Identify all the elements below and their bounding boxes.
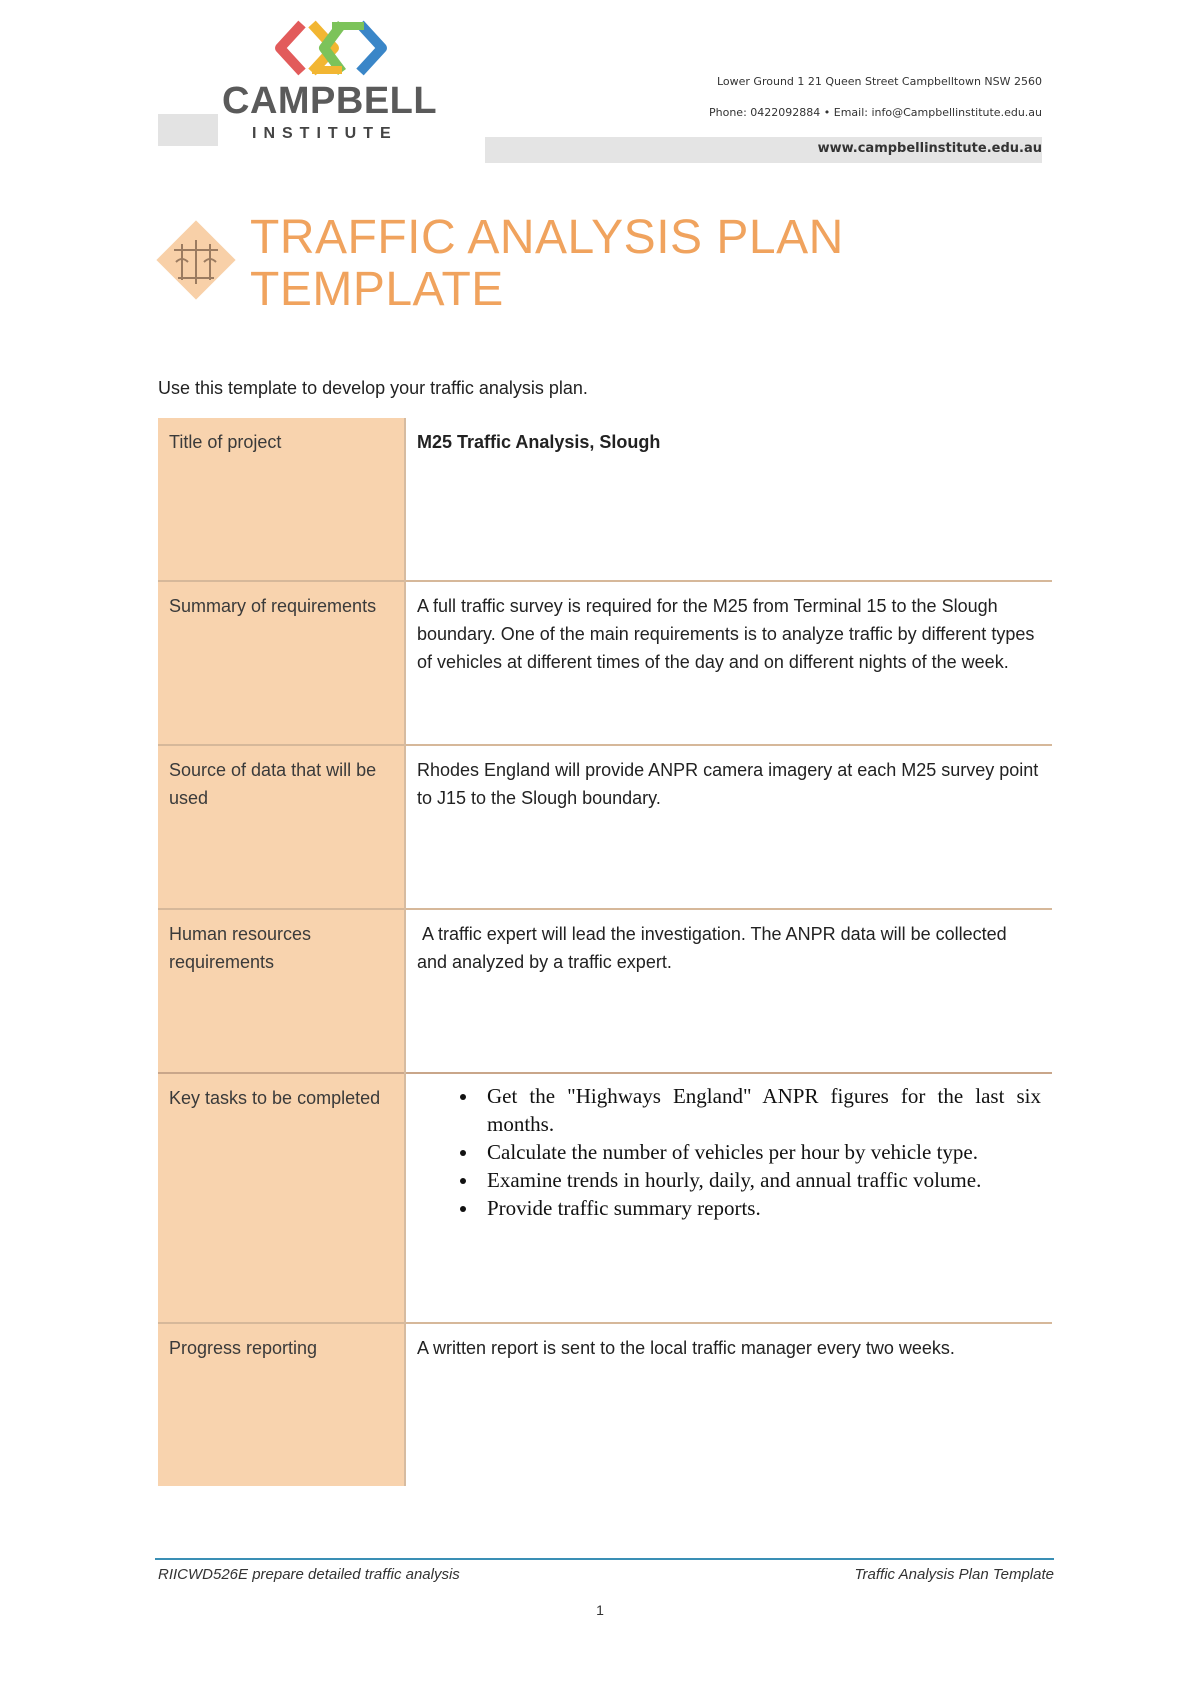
row-label: Progress reporting <box>158 1323 405 1486</box>
row-value: A traffic expert will lead the investigation. The ANPR data will be collected and analyzed by a traffic expert. <box>405 909 1052 1073</box>
row-label: Human resources requirements <box>158 909 405 1073</box>
intro-text: Use this template to develop your traffic analysis plan. <box>158 378 588 398</box>
table-row <box>158 909 1052 1073</box>
footer-divider <box>155 1558 1054 1560</box>
title-line-2: TEMPLATE <box>250 263 504 316</box>
row-value <box>405 1073 1052 1323</box>
table-row <box>158 1073 1052 1323</box>
row-value: A full traffic survey is required for the M25 from Terminal 15 to the Slough boundary. One of the main requirements is to analyze traffic by different types of vehicles at different times of the day and on different nights of the week. <box>405 581 1052 745</box>
table-row <box>158 418 1052 581</box>
traffic-cone-icon <box>154 218 238 302</box>
logo-wordmark: CAMPBELL <box>222 80 438 122</box>
table-row <box>158 1323 1052 1486</box>
footer-course-code: RIICWD526E prepare detailed traffic analysis <box>158 1566 460 1583</box>
row-value: A written report is sent to the local traffic manager every two weeks. <box>405 1323 1052 1486</box>
row-label: Summary of requirements <box>158 581 405 745</box>
row-value: M25 Traffic Analysis, Slough <box>417 432 661 452</box>
title-line-1: TRAFFIC ANALYSIS PLAN <box>250 211 844 264</box>
list-item: • Examine trends in hourly, daily, and annual traffic volume. <box>479 1166 1041 1194</box>
table-row <box>158 745 1052 909</box>
row-label: Source of data that will be used <box>158 745 405 909</box>
logo-subtitle: INSTITUTE <box>252 125 398 142</box>
page-number: 1 <box>596 1602 604 1618</box>
header-contact: Phone: 0422092884 • Email: info@Campbellinstitute.edu.au <box>709 106 1042 119</box>
row-label: Title of project <box>158 418 405 581</box>
header-website[interactable]: www.campbellinstitute.edu.au <box>817 141 1042 156</box>
list-item: • Provide traffic summary reports. <box>479 1194 1041 1222</box>
task-list <box>417 1082 1041 1222</box>
header-address: Lower Ground 1 21 Queen Street Campbelltown NSW 2560 <box>716 75 1042 88</box>
table-row <box>158 581 1052 745</box>
plan-table <box>158 418 1052 1486</box>
list-item: • Get the "Highways England" ANPR figures for the last six months. <box>479 1082 1041 1138</box>
footer-doc-name: Traffic Analysis Plan Template <box>854 1566 1054 1583</box>
row-label: Key tasks to be completed <box>158 1073 405 1323</box>
page-title <box>250 212 844 316</box>
row-value: Rhodes England will provide ANPR camera imagery at each M25 survey point to J15 to the Slough boundary. <box>405 745 1052 909</box>
list-item: • Calculate the number of vehicles per hour by vehicle type. <box>479 1138 1041 1166</box>
campbell-logo-icon <box>272 18 400 80</box>
logo-grey-bar <box>158 114 218 146</box>
